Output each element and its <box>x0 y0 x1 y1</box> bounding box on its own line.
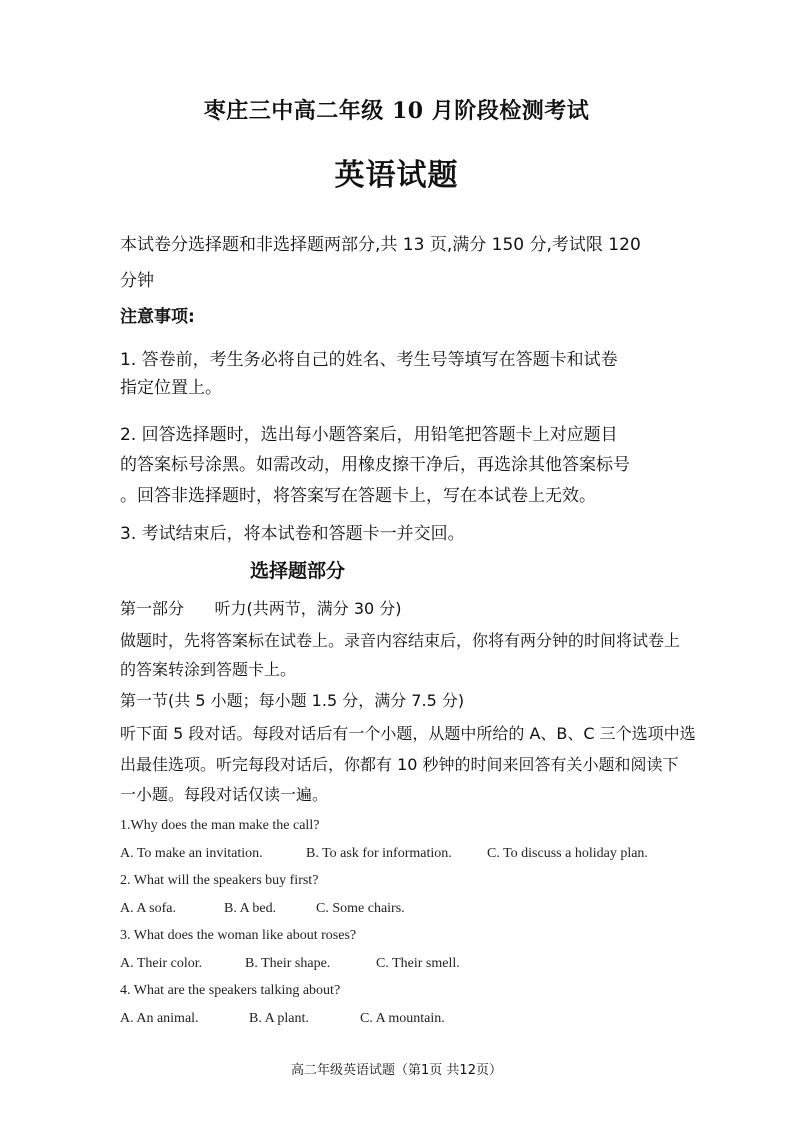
question-4: 4. What are the speakers talking about? <box>120 983 341 998</box>
part1-heading: 第一部分 听力(共两节，满分 30 分) <box>120 599 402 618</box>
subject-title: 英语试题 <box>334 158 459 193</box>
question-4-option-a: A. An animal. <box>120 1011 199 1026</box>
section-title: 选择题部分 <box>250 560 346 582</box>
question-3-option-b: B. Their shape. <box>245 956 331 971</box>
intro-line-2: 分钟 <box>120 271 154 291</box>
question-3-option-a: A. Their color. <box>120 956 203 971</box>
question-2-option-b: B. A bed. <box>224 901 277 916</box>
intro-line-1: 本试卷分选择题和非选择题两部分,共 13 页,满分 150 分,考试限 120 <box>120 235 641 255</box>
question-4-option-c: C. A mountain. <box>360 1011 445 1026</box>
note-item-1-line-2: 指定位置上。 <box>120 378 222 398</box>
note-item-1-line-1: 1. 答卷前，考生务必将自己的姓名、考生号等填写在答题卡和试卷 <box>120 350 618 370</box>
question-1-option-c: C. To discuss a holiday plan. <box>487 846 648 861</box>
question-3: 3. What does the woman like about roses? <box>120 928 357 943</box>
note-item-2-line-3: 。回答非选择题时，将答案写在答题卡上，写在本试卷上无效。 <box>120 486 596 506</box>
section1-heading: 第一节(共 5 小题；每小题 1.5 分，满分 7.5 分) <box>120 691 465 710</box>
question-1-option-b: B. To ask for information. <box>306 846 452 861</box>
question-1: 1.Why does the man make the call? <box>120 818 320 833</box>
notes-heading: 注意事项: <box>120 307 195 327</box>
page-footer: 高二年级英语试题（第1页 共12页） <box>291 1063 502 1078</box>
exam-title: 枣庄三中高二年级 10 月阶段检测考试 <box>203 98 590 124</box>
question-2: 2. What will the speakers buy first? <box>120 873 319 888</box>
note-item-2-line-1: 2. 回答选择题时，选出每小题答案后，用铅笔把答题卡上对应题目 <box>120 425 618 445</box>
note-item-3: 3. 考试结束后，将本试卷和答题卡一并交回。 <box>120 524 465 544</box>
question-1-option-a: A. To make an invitation. <box>120 846 263 861</box>
part1-instruction-line-2: 的答案转涂到答题卡上。 <box>120 660 297 679</box>
section1-instruction-line-2: 出最佳选项。听完每段对话后，你都有 10 秒钟的时间来回答有关小题和阅读下 <box>120 755 679 774</box>
section1-instruction-line-3: 一小题。每段对话仅读一遍。 <box>120 785 329 804</box>
section1-instruction-line-1: 听下面 5 段对话。每段对话后有一个小题，从题中所给的 A、B、C 三个选项中选 <box>120 724 696 743</box>
question-3-option-c: C. Their smell. <box>376 956 460 971</box>
note-item-2-line-2: 的答案标号涂黑。如需改动，用橡皮擦干净后，再选涂其他答案标号 <box>120 455 630 475</box>
question-2-option-c: C. Some chairs. <box>316 901 405 916</box>
question-2-option-a: A. A sofa. <box>120 901 176 916</box>
part1-instruction-line-1: 做题时，先将答案标在试卷上。录音内容结束后，你将有两分钟的时间将试卷上 <box>120 631 681 650</box>
question-4-option-b: B. A plant. <box>249 1011 309 1026</box>
